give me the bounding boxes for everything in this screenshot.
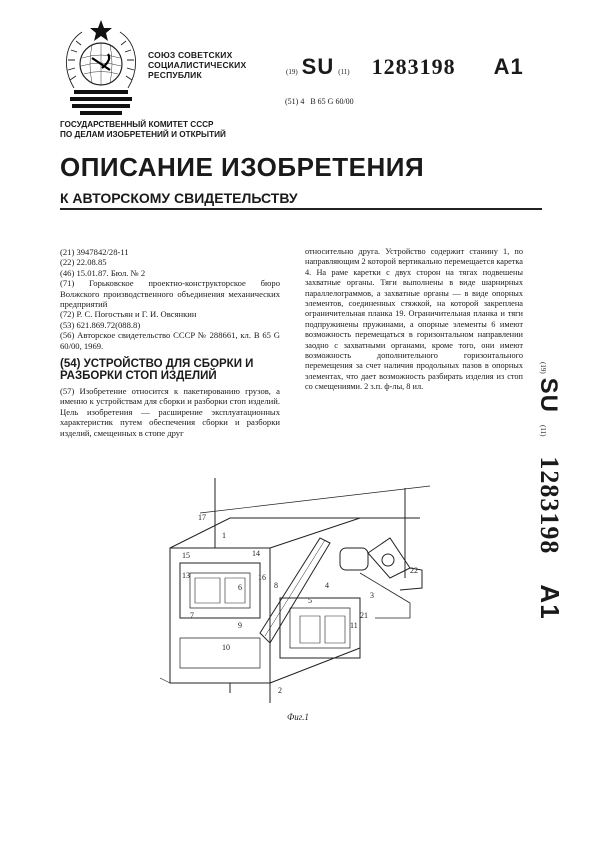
figure-label: 16 [258,573,266,582]
inventors: (72) Р. С. Погостьян и Г. И. Овсянкин [60,309,197,320]
issuer-line: РЕСПУБЛИК [148,70,202,80]
ipc-code: В 65 G 60/00 [310,97,354,106]
publication-date: (46) 15.01.87. Бюл. № 2 [60,267,146,278]
issuer-line: СОЦИАЛИСТИЧЕСКИХ [148,60,247,70]
country-code: SU [301,54,335,79]
state-emblem-icon [60,18,142,118]
figure-label: 2 [278,686,282,695]
application-number: (21) 3947842/28-11 [60,247,129,257]
figure-label: 22 [410,566,418,575]
inid-code-19: (19) [286,68,298,76]
vertical-patent-number: 1283198 [535,456,564,555]
committee-block [60,120,226,140]
document-subtitle: К АВТОРСКОМУ СВИДЕТЕЛЬСТВУ [60,190,298,206]
ipc-classification [285,97,354,106]
committee-line: ГОСУДАРСТВЕННЫЙ КОМИТЕТ СССР [60,120,214,129]
vertical-inid-19: (19) [539,362,547,374]
figure-label: 17 [198,513,206,522]
figure-label: 21 [360,611,368,620]
document-title: ОПИСАНИЕ ИЗОБРЕТЕНИЯ [60,152,425,182]
bibliographic-column [60,247,280,438]
vertical-country-code: SU [535,377,562,414]
title-divider [60,208,542,210]
kind-code: A1 [493,54,524,79]
abstract-part-2: относительно друга. Устройство содержит станину 1, по направляющим 2 которой вертикально перемещается каретка 4. На раме каретки с двух сторон на тягах подвешены захватные органы. Тяги выполнены в виде шарнирных параллелограммов, а захватные органы — в виде опорных элементов, соединенных стяжкой, на которой закреплена ограничительная планка 19. Ограничительная планка и тяги подпружинены пружинами, а опорные элементы 6 имеют возможность перемещаться в горизонтальном направлении заодно с захватными органами, кроме того, они имеют возможность дополнительного горизонтального перемещения за счет наличия продольных пазов в опорных элементах, что дает возможность разбирать изделия из стоп со смещениями. 2 з.п. ф-лы, 8 ил. [305,247,523,392]
figure-label: 11 [350,621,358,630]
invention-title: (54) УСТРОЙСТВО ДЛЯ СБОРКИ И РАЗБОРКИ СТОП ИЗДЕЛИЙ [60,358,254,382]
figure-label: 9 [238,621,242,630]
figure-caption: Фиг.1 [287,712,309,722]
figure-label: 3 [370,591,374,600]
figure-label: 8 [274,581,278,590]
vertical-kind-code: A1 [535,584,565,620]
figure-label: 4 [325,581,329,590]
vertical-inid-11: (11) [539,425,547,437]
references-cited: (56) Авторское свидетельство СССР № 288661, кл. В 65 G 60/00, 1969. [60,330,280,351]
figure-label: 5 [308,596,312,605]
filing-date: (22) 22.08.85 [60,257,107,268]
patent-number: 1283198 [371,54,456,79]
figure-label: 15 [182,551,190,560]
document-number-row [286,54,524,84]
issuer-block [148,50,246,80]
figure-label: 1 [222,531,226,540]
figure-label: 13 [182,571,190,580]
udc-code: (53) 621.869.72(088.8) [60,319,141,330]
vertical-document-number [525,362,565,682]
applicant: (71) Горьковское проектно-конструкторское бюро Волжского производственного объединения механических предприятий [60,278,280,310]
figure-label: 14 [252,549,260,558]
inid-code-51: (51) 4 [285,97,305,106]
committee-line: ПО ДЕЛАМ ИЗОБРЕТЕНИЙ И ОТКРЫТИЙ [60,130,226,139]
abstract-part-1: (57) Изобретение относится к пакетированию грузов, а именно к устройствам для сборки и разборки стоп изделий. Цель изобретения — расширение эксплуатационных характеристик путем обеспечения сборки и разборки изделий, смещенных в стопе друг [60,386,280,438]
figure-label: 10 [222,643,230,652]
figure-1-drawing [160,478,460,708]
inid-code-11: (11) [338,68,350,76]
issuer-line: СОЮЗ СОВЕТСКИХ [148,50,233,60]
figure-label: 6 [238,583,242,592]
figure-label: 7 [190,611,194,620]
